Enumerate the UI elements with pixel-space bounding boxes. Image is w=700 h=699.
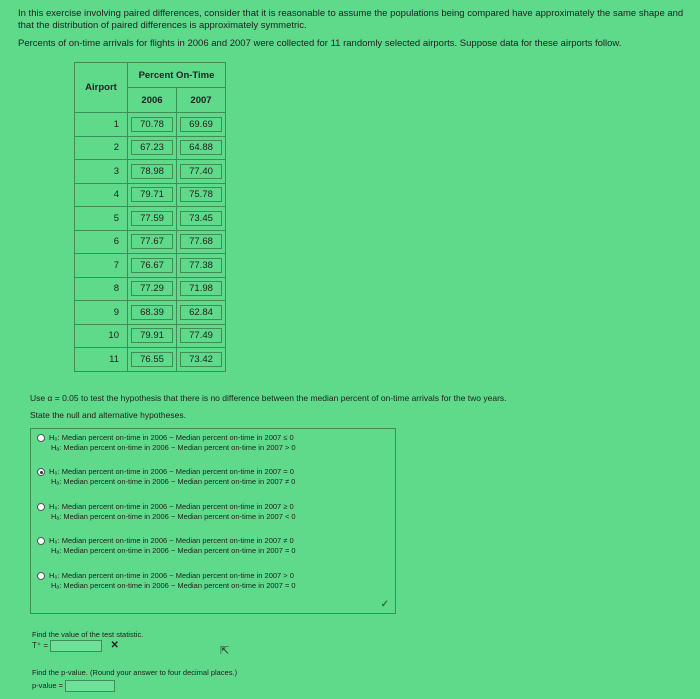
percent-y2007: 73.45: [180, 211, 222, 226]
airport-id: 6: [75, 230, 128, 254]
option-3[interactable]: [37, 502, 296, 522]
hypotheses-prompt: State the null and alternative hypotheses.: [30, 410, 186, 420]
option-2[interactable]: [37, 467, 295, 487]
option-4-ha: Hₐ: Median percent on-time in 2006 − Median percent on-time in 2007 = 0: [51, 546, 296, 555]
option-2-h0: H₀: Median percent on-time in 2006 − Median percent on-time in 2007 = 0: [49, 467, 294, 476]
percent-y2007: 62.84: [180, 305, 222, 320]
option-2-ha: Hₐ: Median percent on-time in 2006 − Median percent on-time in 2007 ≠ 0: [51, 477, 296, 486]
table-row: [75, 207, 226, 231]
test-statistic-row: [32, 640, 119, 652]
checkmark-icon: ✓: [380, 599, 389, 610]
airport-id: 5: [75, 207, 128, 231]
test-statistic-label: Find the value of the test statistic.: [32, 630, 144, 639]
intro-paragraph-2: Percents of on-time arrivals for flights in 2006 and 2007 were collected for 11 randomly selected airports. Suppose data for these airports follow.: [18, 38, 622, 49]
table-row: [75, 348, 226, 372]
pvalue-input[interactable]: [65, 680, 115, 692]
col-group-header: Percent On-Time: [128, 63, 226, 88]
airport-id: 2: [75, 136, 128, 160]
table-row: [75, 136, 226, 160]
option-1-h0: H₀: Median percent on-time in 2006 − Median percent on-time in 2007 ≤ 0: [49, 433, 294, 442]
col-2007-header: 2007: [177, 88, 226, 113]
option-3-h0: H₀: Median percent on-time in 2006 − Median percent on-time in 2007 ≥ 0: [49, 502, 294, 511]
radio-button[interactable]: [37, 537, 45, 545]
option-4[interactable]: [37, 536, 296, 556]
col-2006-header: 2006: [128, 88, 177, 113]
airport-id: 7: [75, 254, 128, 278]
airport-id: 1: [75, 113, 128, 137]
airport-id: 11: [75, 348, 128, 372]
option-5[interactable]: [37, 571, 296, 591]
radio-button[interactable]: [37, 572, 45, 580]
pvalue-symbol: p-value =: [32, 680, 64, 690]
pvalue-label: Find the p-value. (Round your answer to four decimal places.): [32, 668, 238, 677]
percent-y2006: 77.59: [131, 211, 173, 226]
percent-y2006: 68.39: [131, 305, 173, 320]
table-row: [75, 301, 226, 325]
table-row: [75, 254, 226, 278]
table-row: [75, 160, 226, 184]
percent-y2007: 75.78: [180, 187, 222, 202]
percent-y2007: 69.69: [180, 117, 222, 132]
table-row: [75, 230, 226, 254]
percent-y2006: 76.67: [131, 258, 173, 273]
percent-y2006: 70.78: [131, 117, 173, 132]
intro-text: [18, 8, 694, 50]
percent-y2007: 77.49: [180, 328, 222, 343]
airport-id: 4: [75, 183, 128, 207]
percent-y2007: 71.98: [180, 281, 222, 296]
question-text: Use α = 0.05 to test the hypothesis that there is no difference between the median percent of on-time arrivals for the two years.: [30, 393, 507, 403]
option-1[interactable]: [37, 433, 296, 453]
percent-y2007: 77.40: [180, 164, 222, 179]
radio-button[interactable]: [37, 503, 45, 511]
percent-y2006: 79.91: [131, 328, 173, 343]
airport-id: 3: [75, 160, 128, 184]
percent-y2007: 77.68: [180, 234, 222, 249]
option-5-h0: H₀: Median percent on-time in 2006 − Median percent on-time in 2007 > 0: [49, 571, 294, 580]
hypotheses-options: [30, 428, 396, 614]
option-5-ha: Hₐ: Median percent on-time in 2006 − Median percent on-time in 2007 = 0: [51, 581, 296, 590]
mouse-cursor-icon: ⇱: [220, 645, 230, 657]
airport-id: 10: [75, 324, 128, 348]
percent-y2006: 78.98: [131, 164, 173, 179]
percent-y2006: 77.29: [131, 281, 173, 296]
option-1-ha: Hₐ: Median percent on-time in 2006 − Median percent on-time in 2007 > 0: [51, 443, 296, 452]
table-row: [75, 113, 226, 137]
test-statistic-symbol: T⁺ =: [32, 641, 49, 651]
table-row: [75, 324, 226, 348]
airport-id: 9: [75, 301, 128, 325]
percent-y2007: 64.88: [180, 140, 222, 155]
data-table: [74, 62, 226, 372]
percent-y2007: 73.42: [180, 352, 222, 367]
percent-y2006: 79.71: [131, 187, 173, 202]
percent-y2006: 77.67: [131, 234, 173, 249]
percent-y2006: 76.55: [131, 352, 173, 367]
col-airport-header: Airport: [75, 63, 128, 113]
table-row: [75, 183, 226, 207]
radio-button-selected[interactable]: [37, 468, 45, 476]
option-4-h0: H₀: Median percent on-time in 2006 − Median percent on-time in 2007 ≠ 0: [49, 536, 294, 545]
intro-paragraph-1: In this exercise involving paired differences, consider that it is reasonable to assume the populations being compared have approximately the same shape and that the distribution of paired differences is approximately symmetric.: [18, 8, 684, 31]
percent-y2006: 67.23: [131, 140, 173, 155]
percent-y2007: 77.38: [180, 258, 222, 273]
incorrect-x-icon: ✕: [110, 640, 119, 652]
pvalue-row: [32, 680, 115, 692]
radio-button[interactable]: [37, 434, 45, 442]
table-row: [75, 277, 226, 301]
airport-id: 8: [75, 277, 128, 301]
option-3-ha: Hₐ: Median percent on-time in 2006 − Median percent on-time in 2007 < 0: [51, 512, 296, 521]
test-statistic-input[interactable]: [50, 640, 102, 652]
